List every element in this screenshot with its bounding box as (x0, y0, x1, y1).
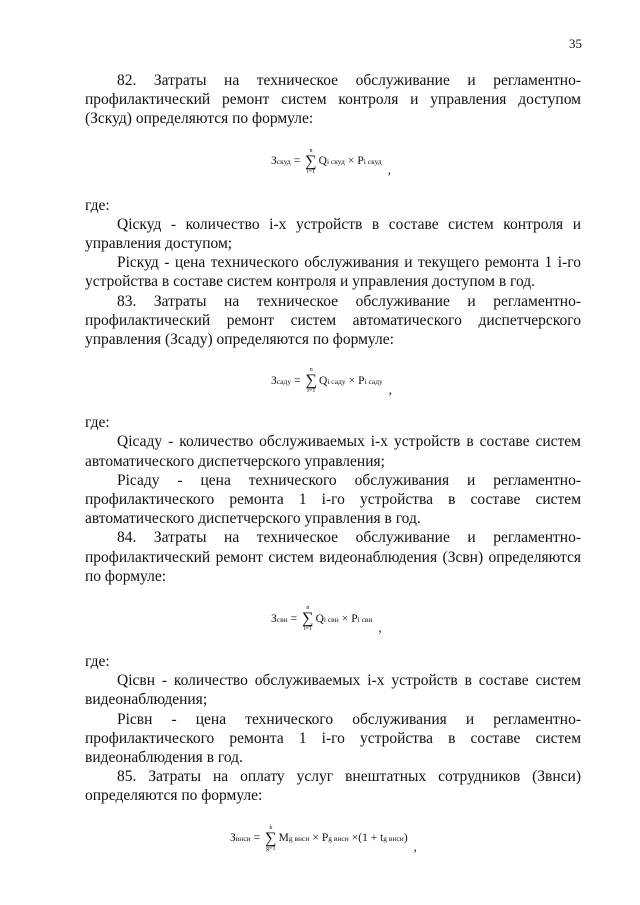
formula-p-sub: i свн (357, 614, 373, 624)
formula-p: P (358, 374, 365, 387)
formula-lhs: З (271, 612, 277, 625)
formula-p-sub: i скуд (363, 157, 382, 167)
formula-lhs-sub: свн (276, 614, 288, 624)
formula-mult: × (312, 832, 319, 845)
page-content (85, 71, 581, 853)
formula-q: Q (315, 612, 324, 625)
definition: Qiсаду - количество обслуживаемых i-х устройств в составе систем автоматического диспетчерского управления; (85, 433, 581, 470)
sigma-symbol: ∑ (305, 372, 317, 390)
sum-top: n (306, 605, 310, 612)
formula-eq: = (290, 612, 298, 625)
formula-eq: = (294, 374, 301, 387)
sum-top: n (309, 367, 313, 374)
formula-extra: ×(1 + t (351, 832, 384, 845)
item-text: Затраты на оплату услуг внештатных сотрудников (Звнси) определяются по формуле: (85, 768, 582, 805)
where-label: где: (85, 653, 110, 671)
formula-comma: , (378, 619, 382, 635)
formula-p-sub: i саду (364, 376, 383, 386)
formula-eq: = (293, 155, 301, 168)
formula-q: Q (319, 374, 328, 387)
formula-mult: × (341, 612, 349, 625)
definition: Piсвн - цена технического обслуживания и регламентно-профилактического ремонта 1 i-го устройства в составе систем видеонаблюдения в год. (85, 710, 581, 767)
sigma (302, 605, 313, 633)
sigma (306, 367, 317, 395)
item-number: 82. (117, 72, 137, 89)
sigma (265, 825, 276, 853)
page-number: 35 (569, 36, 582, 51)
formula-lhs-sub: внси (235, 834, 251, 844)
sigma (305, 148, 316, 176)
formula-q-sub: g внси (288, 834, 310, 844)
formula-p: P (351, 612, 358, 625)
sigma-symbol: ∑ (302, 610, 314, 628)
formula-lhs: З (230, 832, 236, 845)
formula-mult: × (347, 155, 355, 168)
formula-q: Q (318, 155, 327, 168)
formula-comma: , (413, 839, 417, 855)
formula-83 (271, 367, 581, 395)
formula-comma: , (387, 162, 391, 178)
definition: Piсаду - цена технического обслуживания и регламентно-профилактического ремонта 1 i-го устройства в составе систем автоматического диспетчерского управления в год. (85, 471, 581, 528)
formula-q-sub: i скуд (326, 157, 345, 167)
formula-85 (230, 825, 581, 853)
formula-q: M (278, 832, 289, 845)
sum-bottom: i=1 (303, 626, 312, 633)
formula-mult: × (348, 374, 356, 387)
sum-top: n (309, 147, 313, 154)
formula-extra-sub: g внси (383, 834, 404, 844)
sum-top: k (269, 824, 273, 831)
where-label: где: (85, 196, 110, 214)
formula-p: P (321, 832, 329, 845)
formula-lhs: З (271, 374, 277, 387)
formula-lhs-sub: саду (276, 376, 292, 386)
formula-p-sub: g внси (328, 834, 349, 844)
paragraph-82 (85, 71, 581, 129)
formula-q-sub: i свн (323, 614, 339, 624)
paragraph-84 (85, 528, 581, 586)
formula-comma: , (388, 381, 393, 397)
sigma-symbol: ∑ (265, 829, 277, 847)
item-number: 83. (117, 292, 137, 310)
sum-bottom: g=1 (266, 845, 276, 852)
definition: Qiскуд - количество i-х устройств в составе систем контроля и управления доступом; (85, 215, 581, 253)
formula-eq: = (253, 832, 261, 845)
item-text: Затраты на техническое обслуживание и регламентно-профилактический ремонт систем автоматического диспетчерского управления (Зсаду) определяются по формуле: (85, 292, 581, 349)
item-text: Затраты на техническое обслуживание и регламентно-профилактический ремонт систем контроля и управления доступом (Зскуд) определяются по формуле: (85, 72, 581, 128)
item-text: Затраты на техническое обслуживание и регламентно-профилактический ремонт систем видеонаблюдения (Зсвн) определяются по формуле: (85, 529, 581, 585)
paragraph-85 (85, 767, 581, 805)
paragraph-83 (85, 292, 581, 350)
where-label: где: (85, 414, 110, 432)
formula-84 (271, 605, 581, 633)
sum-bottom: i=1 (306, 168, 315, 175)
formula-lhs-sub: скуд (276, 157, 291, 167)
item-number: 85. (117, 768, 137, 786)
sigma-symbol: ∑ (305, 152, 317, 170)
formula-p: P (357, 155, 364, 168)
sum-bottom: i=1 (307, 388, 316, 395)
formula-q-sub: i саду (327, 376, 346, 386)
item-number: 84. (117, 529, 137, 547)
formula-extra-close: ) (403, 832, 408, 845)
definition: Qiсвн - количество обслуживаемых i-х устройств в составе систем видеонаблюдения; (85, 672, 581, 709)
definition: Piскуд - цена технического обслуживания и текущего ремонта 1 i-го устройства в составе систем контроля и управления доступом в год. (85, 254, 581, 291)
formula-82 (271, 148, 581, 176)
formula-lhs: З (271, 155, 277, 168)
